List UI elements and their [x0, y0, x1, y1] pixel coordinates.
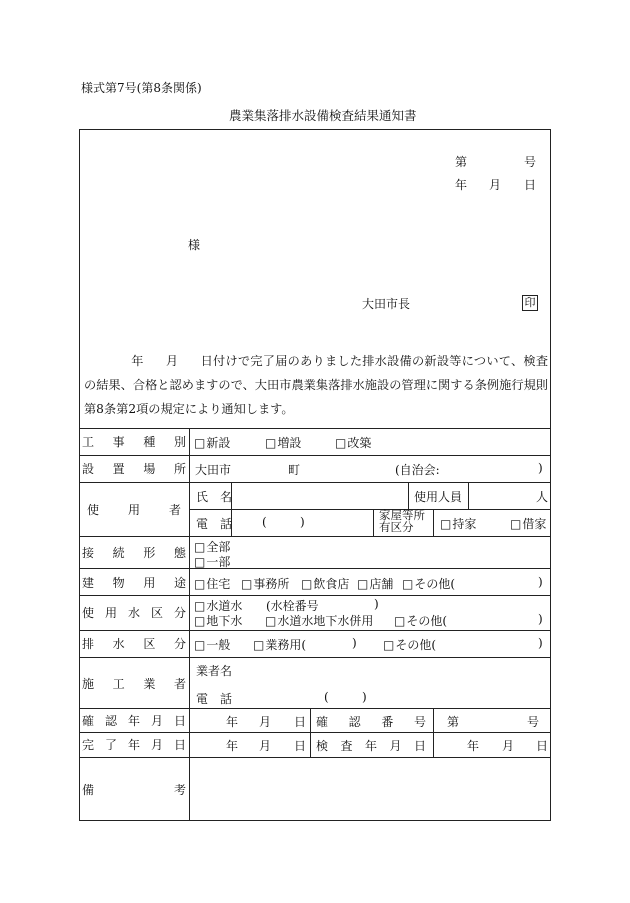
- issuer-name: 大田市長: [362, 297, 411, 311]
- column-divider: [189, 428, 190, 821]
- confirm-number-label: 確 認 番 号: [316, 715, 426, 729]
- user-phone-open: (: [262, 515, 267, 529]
- checkbox-partial[interactable]: □ 一部: [194, 553, 230, 570]
- tap-meter-close: ): [374, 597, 379, 611]
- location-close: ): [538, 461, 543, 475]
- label-water-source: 使 用 水 区 分: [82, 605, 186, 620]
- row-divider: [79, 657, 551, 658]
- checkbox-addition[interactable]: □ 増設: [265, 434, 301, 451]
- checkbox-rented-house[interactable]: □ 借家: [510, 515, 546, 532]
- complete-month: 月: [259, 739, 272, 753]
- checkbox-full[interactable]: □ 全部: [194, 538, 230, 555]
- row-divider: [79, 732, 551, 733]
- checkbox-office[interactable]: □ 事務所: [241, 575, 289, 592]
- location-town: 町: [288, 463, 301, 477]
- checkbox-renovation[interactable]: □ 改築: [335, 434, 371, 451]
- confirm-month: 月: [259, 715, 272, 729]
- contractor-phone-open: (: [324, 690, 329, 704]
- checkbox-mixed-water[interactable]: □ 水道水地下水併用: [265, 612, 373, 629]
- confirm-year: 年: [226, 715, 239, 729]
- ownership-label: 家屋等所 有区分: [379, 508, 425, 534]
- inspection-date-label: 検 査 年 月 日: [316, 739, 426, 753]
- checkbox-tap-water[interactable]: □ 水道水: [194, 597, 242, 614]
- checkbox-new[interactable]: □ 新設: [194, 434, 230, 451]
- label-remarks: 備 考: [82, 782, 186, 797]
- notice-day: 日: [524, 178, 537, 192]
- water-other-close: ): [538, 612, 543, 626]
- building-other-close: ): [538, 575, 543, 589]
- checkbox-drain-other[interactable]: □ その他(: [383, 636, 436, 653]
- body-month: 月: [165, 354, 179, 368]
- column-divider: [468, 482, 469, 509]
- complete-day: 日: [294, 739, 307, 753]
- checkbox-restaurant[interactable]: □ 飲食店: [301, 575, 349, 592]
- row-divider: [79, 595, 551, 596]
- notice-month: 月: [489, 178, 502, 192]
- tap-meter-label: (水栓番号: [266, 599, 319, 613]
- name-label: 氏 名: [196, 490, 233, 504]
- column-divider: [373, 509, 374, 536]
- notice-year: 年: [455, 178, 468, 192]
- contractor-company-label: 業者名: [196, 664, 233, 678]
- row-divider: [79, 536, 551, 537]
- drain-other-close: ): [538, 636, 543, 650]
- label-connection: 接 続 形 態: [82, 545, 186, 560]
- row-divider: [79, 568, 551, 569]
- body-year: 年: [131, 354, 144, 368]
- location-association: (自治会:: [395, 463, 440, 477]
- row-divider: [79, 630, 551, 631]
- column-divider: [408, 482, 409, 509]
- inspection-month: 月: [502, 739, 515, 753]
- column-divider: [433, 509, 434, 536]
- addressee-suffix: 様: [188, 238, 201, 252]
- inspection-year: 年: [467, 739, 480, 753]
- confirm-number-suffix: 号: [527, 715, 540, 729]
- form-number: 様式第7号(第8条関係): [81, 81, 202, 95]
- contractor-phone-label: 電 話: [196, 692, 233, 706]
- row-divider: [79, 455, 551, 456]
- complete-year: 年: [226, 739, 239, 753]
- confirm-number-prefix: 第: [447, 715, 460, 729]
- row-divider: [79, 757, 551, 758]
- row-divider: [190, 509, 551, 510]
- checkbox-owned-house[interactable]: □ 持家: [440, 515, 476, 532]
- row-divider: [79, 428, 551, 429]
- user-phone-close: ): [300, 515, 305, 529]
- label-complete-date: 完 了 年 月 日: [82, 737, 186, 752]
- checkbox-building-other[interactable]: □ その他(: [402, 575, 455, 592]
- label-drain-class: 排 水 区 分: [82, 636, 186, 651]
- label-user: 使 用 者: [87, 502, 181, 517]
- notice-body: [84, 349, 548, 421]
- checkbox-general[interactable]: □ 一般: [194, 636, 230, 653]
- label-location: 設 置 場 所: [82, 461, 186, 476]
- label-contractor: 施 工 業 者: [82, 676, 186, 691]
- checkbox-business[interactable]: □ 業務用(: [253, 636, 306, 653]
- confirm-day: 日: [294, 715, 307, 729]
- column-divider: [310, 708, 311, 757]
- checkbox-store[interactable]: □ 店舗: [357, 575, 393, 592]
- checkbox-groundwater[interactable]: □ 地下水: [194, 612, 242, 629]
- notice-number-suffix: 号: [524, 155, 537, 169]
- user-phone-label: 電 話: [196, 517, 233, 531]
- label-confirm-date: 確 認 年 月 日: [82, 713, 186, 728]
- document-title: 農業集落排水設備検査結果通知書: [229, 108, 417, 123]
- checkbox-residence[interactable]: □ 住宅: [194, 575, 230, 592]
- column-divider: [433, 708, 434, 757]
- inspection-day: 日: [536, 739, 549, 753]
- location-city: 大田市: [195, 463, 232, 477]
- label-work-type: 工 事 種 別: [82, 434, 186, 449]
- persons-unit: 人: [536, 490, 549, 504]
- row-divider: [79, 708, 551, 709]
- persons-label: 使用人員: [414, 490, 463, 504]
- row-divider: [79, 482, 551, 483]
- label-building-use: 建 物 用 途: [82, 575, 186, 590]
- seal-mark: 印: [522, 295, 538, 311]
- body-text: 日付けで完了届のありました排水設備の新設等について、検査の結果、合格と認めますので、大田市農業集落排水施設の管理に関する条例施行規則第8条第2項の規定により通知します。: [84, 354, 549, 416]
- notice-number-prefix: 第: [455, 155, 468, 169]
- contractor-phone-close: ): [362, 690, 367, 704]
- checkbox-water-other[interactable]: □ その他(: [394, 612, 447, 629]
- business-close: ): [352, 636, 357, 650]
